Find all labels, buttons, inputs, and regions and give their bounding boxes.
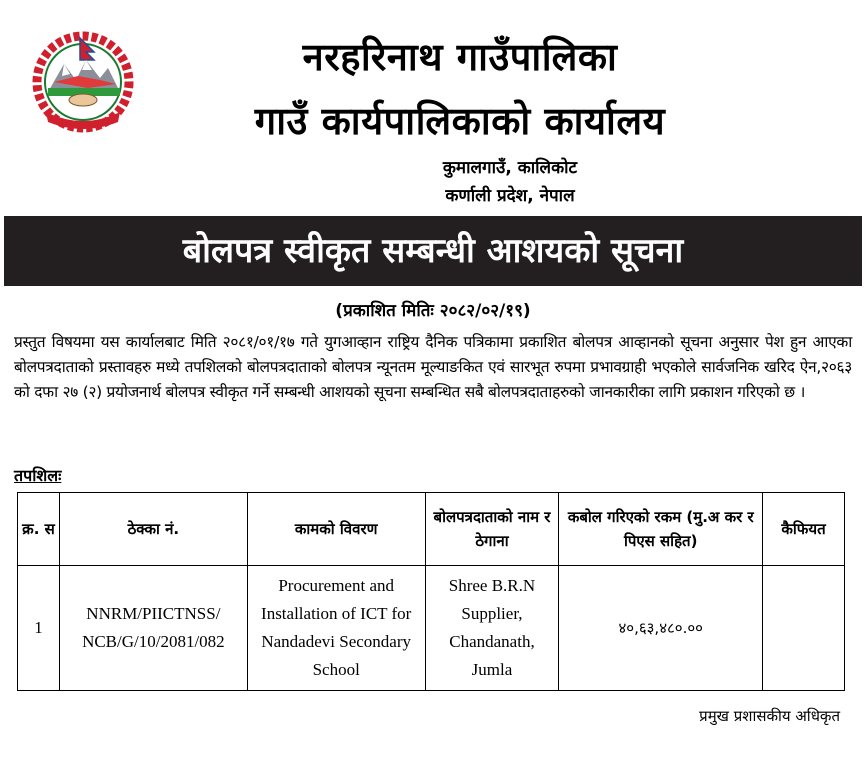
header-remarks: कैफियत [763,493,845,566]
notice-body: प्रस्तुत विषयमा यस कार्यालबाट मिति २०८१/०१/१७ गते युगआव्हान राष्ट्रिय दैनिक पत्रिकामा प्रकाशित बोलपत्र आव्हानको सूचना अनुसार पेश हुन आएका बोलपत्रदाताको प्रस्तावहरु मध्ये तपशिलको बोलपत्रदाताको बोलपत्र न्यूनतम मूल्याङकित एवं सारभूत रुपमा प्रभावग्राही भएकोले सार्वजनिक खरिद ऐन,२०६३ को दफा २७ (२) प्रयोजनार्थ बोलपत्र स्वीकृत गर्ने सम्बन्धी आशयको सूचना सम्बन्धित सबै बोलपत्रदाताहरुको जानकारीका लागि प्रकाशन गरिएको छ । [14,333,852,401]
cell-work-desc: Procurement and Installation of ICT for Nandadevi Secondary School [247,566,425,691]
table-row [18,566,845,691]
nepal-emblem [28,30,138,134]
office-subtitle: गाउँ कार्यपालिकाको कार्यालय [254,99,666,143]
cell-remarks [763,566,845,691]
address-line-1: कुमालगाउँ, कालिकोट [442,158,578,178]
header-contract-no: ठेक्का नं. [59,493,247,566]
office-name: नरहरिनाथ गाउँपालिका [302,35,618,79]
cell-bidder: Shree B.R.N Supplier, Chandanath, Jumla [425,566,559,691]
signature: प्रमुख प्रशासकीय अधिकृत [699,707,840,725]
cell-sn: 1 [18,566,60,691]
bid-table [17,492,845,691]
header-bidder: बोलपत्रदाताको नाम र ठेगाना [425,493,559,566]
notice-title: बोलपत्र स्वीकृत सम्बन्धी आशयको सूचना [182,231,684,271]
table-header-row [18,493,845,566]
header-amount: कबोल गरिएको रकम (मु.अ कर र पिएस सहित) [559,493,763,566]
cell-amount: ४०,६३,४८०.०० [559,566,763,691]
notice-title-banner [4,216,862,286]
cell-contract-no: NNRM/PIICTNSS/ NCB/G/10/2081/082 [59,566,247,691]
header-sn: क्र. स [18,493,60,566]
header-work-desc: कामको विवरण [247,493,425,566]
published-date: (प्रकाशित मितिः २०८२/०२/१९) [335,301,531,321]
details-label: तपशिलः [14,466,62,485]
address-line-2: कर्णाली प्रदेश, नेपाल [445,186,575,206]
